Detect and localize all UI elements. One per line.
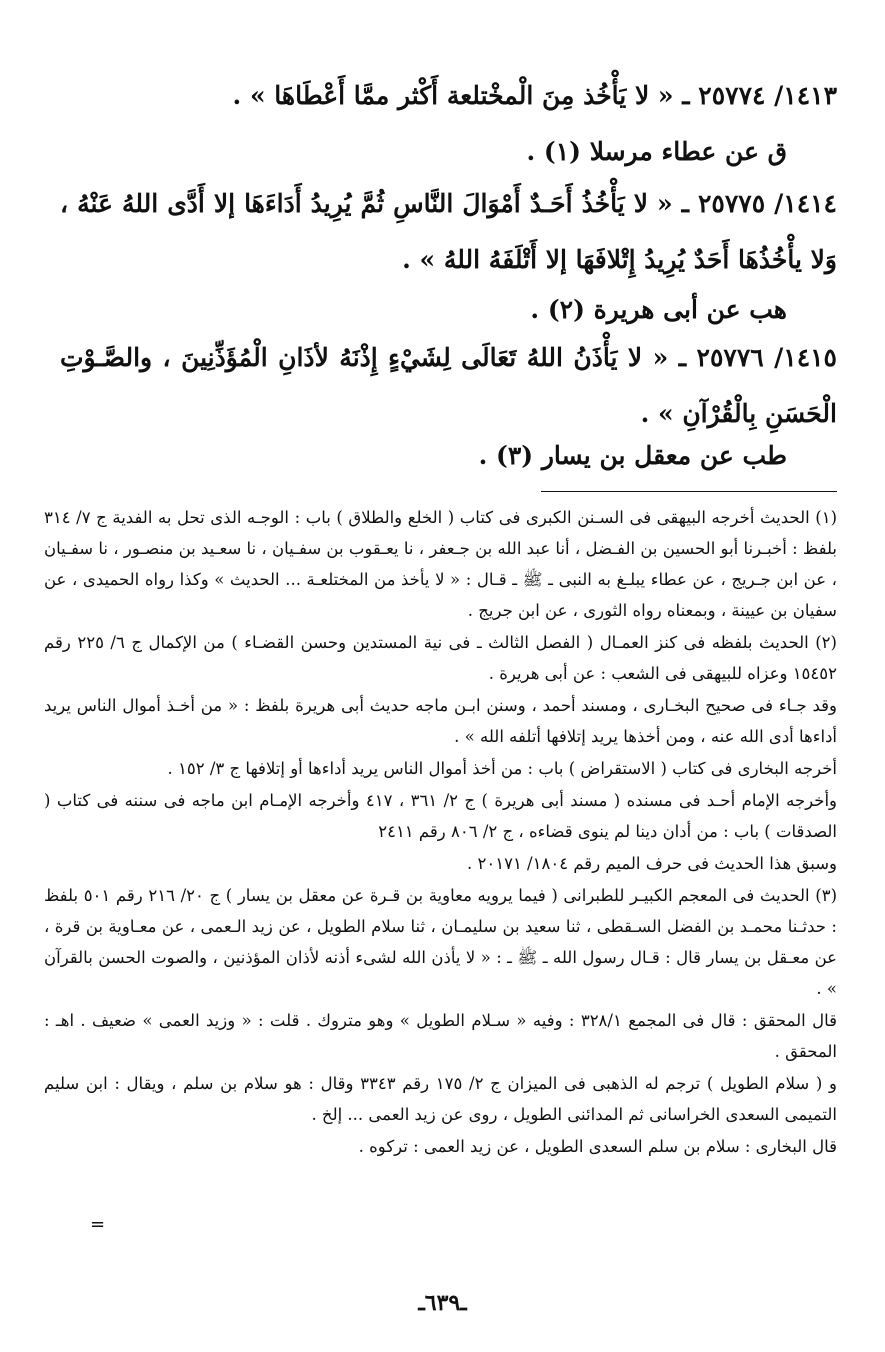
hadith-source: طب عن معقل بن يسار (٣) . [478,441,787,470]
hadith-source: ق عن عطاء مرسلا (١) . [526,137,787,166]
hadith-source: هب عن أبى هريرة (٢) . [530,295,787,324]
footnote-2: (٢) الحديث بلفظه فى كنز العمـال ( الفصل الثالث ـ فى نية المستدين وحسن القضـاء ) من الإكمال ج ٦/ ٢٢٥ رقم ١٥٤٥٢ وعزاه للبيهقى فى الشعب : عن أبى هريرة . [44,633,837,683]
hadith-text: ـ « لا يَأْذَنُ اللهُ تَعَالَى لِشَيْءٍ إِذْنَهُ لأذَانِ الْمُؤَذِّنِينَ ، والصَّـوْتِ الْحَسَنِ بِالْقُرْآنِ » . [60,343,837,428]
footnote-2-paragraph: وقد جـاء فى صحيح البخـارى ، ومسند أحمد ، وسنن ابـن ماجه حديث أبى هريرة بلفظ : « من أخـذ أموال الناس يريد أداءها أدى الله عنه ، ومن أخذها يريد إتلافها أتلفه الله » . [44,696,837,746]
footnote-3-paragraph: قال البخارى : سلام بن سلم السعدى الطويل ، عن زيد العمى : تركوه . [358,1137,837,1156]
footnote-3: (٣) الحديث فى المعجم الكبيـر للطبرانى ( فيما يرويه معاوية بن قـرة عن معقل بن يسار ) ج ٢٠/ ٢١٦ رقم ٥٠١ بلفظ : حدثـنا محمـد بن الفضل السـقطى ، ثنا سعيد بن سليمـان ، ثنا سلام الطويل ، عن زيد الـعمى ، عن معـاوية بن قرة ، عن معـقل بن يسار قال : قـال رسول الله ـ ﷺ ـ : « لا يأذن الله لشىء أذنه لأذان المؤذنين ، والصوت الحسن بالقرآن » . [44,886,838,998]
footnote-separator [541,491,837,492]
hadith-number: ١٤١٣/ ٢٥٧٧٤ [698,81,837,110]
hadith-1413 [60,68,837,124]
hadith-1415 [60,330,837,442]
hadith-number: ١٤١٤/ ٢٥٧٧٥ [697,189,837,218]
hadith-number: ١٤١٥/ ٢٥٧٧٦ [696,343,837,372]
footnote-2-paragraph: وأخرجه الإمام أحـد فى مسنده ( مسند أبى هريرة ) ج ٢/ ٣٦١ ، ٤١٧ وأخرجه الإمـام ابن ماجه فى سننه فى كتاب ( الصدقات ) باب : من أدان دينا لم ينوى قضاءه ، ج ٢/ ٨٠٦ رقم ٢٤١١ [44,791,837,841]
hadith-text: ـ « لا يَأْخُذُ أَحَـدٌ أَمْوَالَ النَّاسِ ثُمَّ يُرِيدُ أَدَاءَهَا إلا أَدَّى اللهُ عَنْهُ ، وَلا يأْخُذُهَا أَحَدٌ يُرِيدُ إِتْلافَهَا إلا أَتْلَفَهُ اللهُ » . [60,189,837,274]
footnote-3-paragraph: و ( سلام الطويل ) ترجم له الذهبى فى الميزان ج ٢/ ١٧٥ رقم ٣٣٤٣ وقال : هو سلام بن سلم ، ويقال : ابن سليم التميمى السعدى الخراسانى ثم المدائنى الطويل ، روى عن زيد العمى ... إلخ . [44,1074,838,1124]
hadith-text: ـ « لا يَأْخُذ مِنَ الْمخْتلعة أَكْثر ممَّا أَعْطَاهَا » . [232,81,690,110]
footnotes [44,502,837,1163]
footnote-1: (١) الحديث أخرجه البيهقى فى السـنن الكبرى فى كتاب ( الخلع والطلاق ) باب : الوجـه الذى تحل به الفدية ج ٧/ ٣١٤ بلفظ : أخبـرنا أبو الحسين بن الفـضل ، أنا عبد الله بن جـعفر ، نا يعـقوب بن سفـيان ، نا سعـيد بن منصـور ، نا سفـيان ، عن ابن جـريج ، عن عطاء يبلـغ به النبى ـ ﷺ ـ قـال : « لا يأخذ من المختلعـة ... الحديث » وكذا رواه الحميدى ، عن سفيان بن عيينة ، وبمعناه رواه الثورى ، عن ابن جريج . [44,508,837,620]
hadith-1414 [60,176,837,288]
continuation-mark: = [90,1214,106,1235]
footnote-2-paragraph: وسبق هذا الحديث فى حرف الميم رقم ١٨٠٤/ ٢٠١٧١ . [467,854,837,873]
footnote-2-paragraph: أخرجه البخارى فى كتاب ( الاستقراض ) باب : من أخذ أموال الناس يريد أداءها أو إتلافها ج ٣/ ١٥٢ . [167,759,837,778]
footnote-3-paragraph: قال المحقق : قال فى المجمع ٣٢٨/١ : وفيه « سـلام الطويل » وهو متروك . قلت : « وزيد العمى » ضعيف . اهـ : المحقق . [44,1011,837,1061]
page-number: ـ٦٣٩ـ [418,1290,467,1316]
